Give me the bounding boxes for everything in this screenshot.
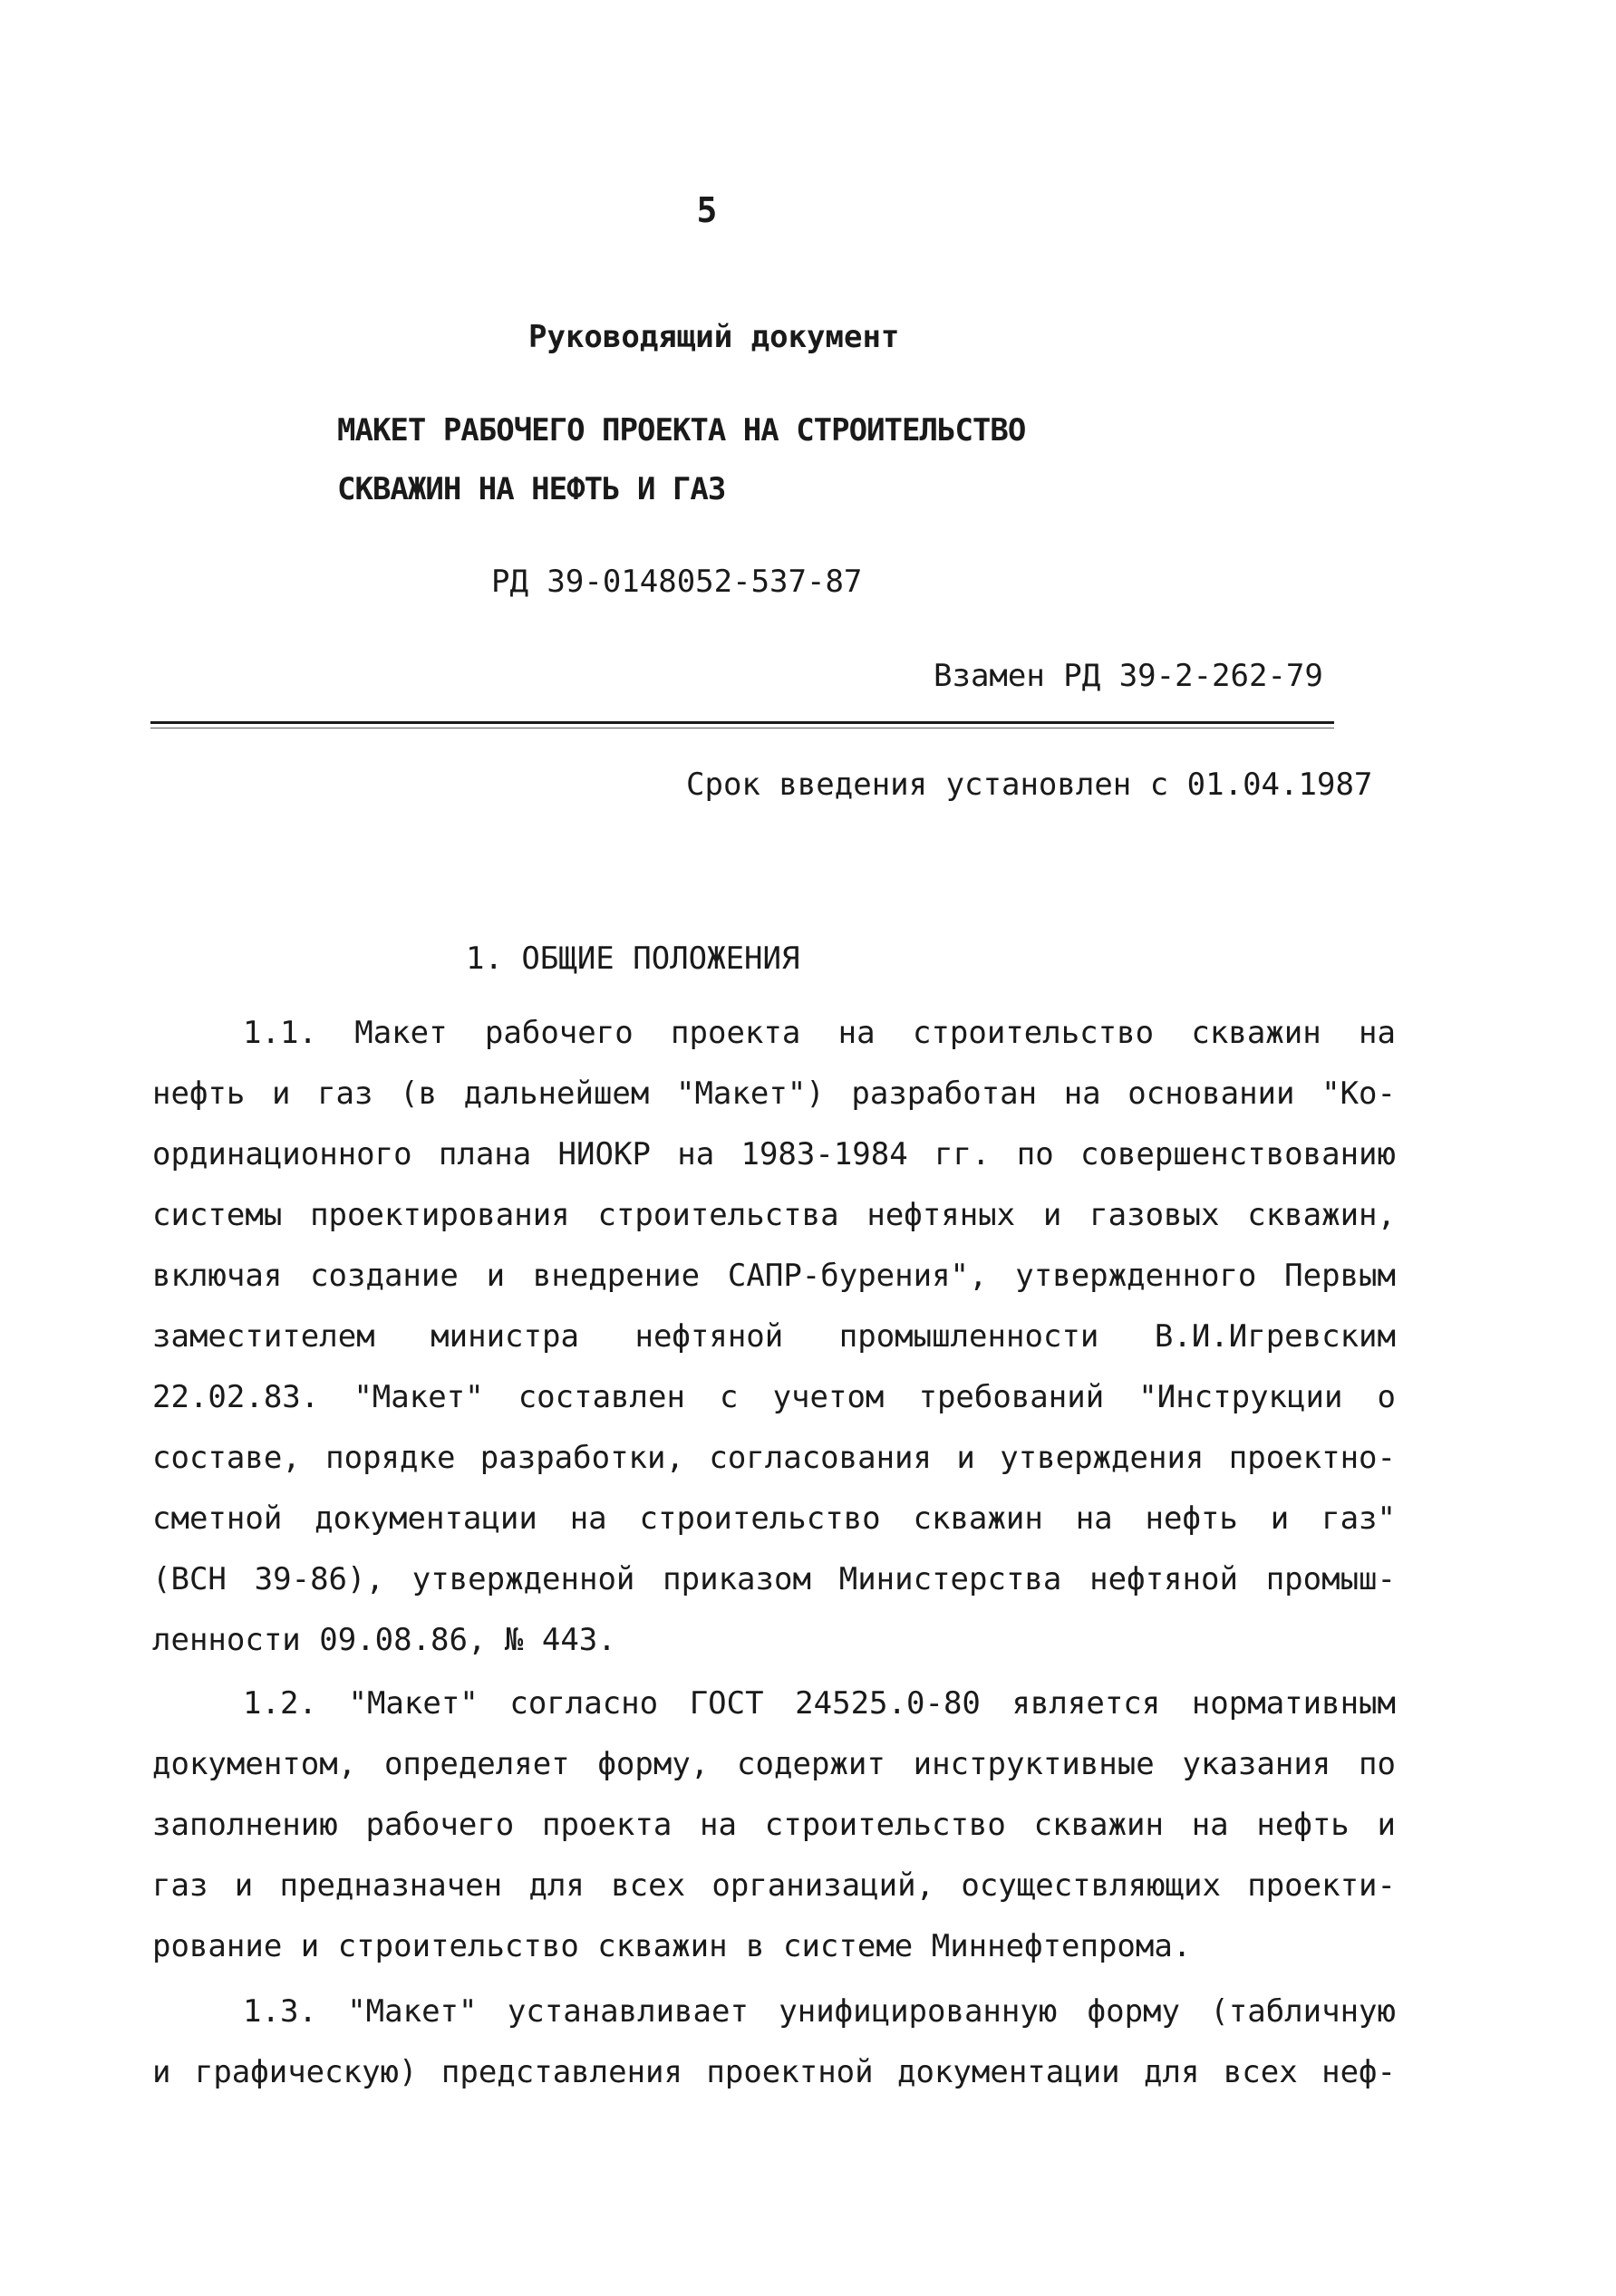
header-divider	[150, 721, 1334, 724]
paragraph-1-2-line: газ и предназначен для всех организаций, осуществляющих проекти-	[152, 1867, 1396, 1904]
section-heading: 1. ОБЩИЕ ПОЛОЖЕНИЯ	[466, 941, 800, 977]
paragraph-1-2-line: 1.2. "Макет" согласно ГОСТ 24525.0-80 является нормативным	[243, 1685, 1396, 1722]
paragraph-1-1-line: 1.1. Макет рабочего проекта на строительство скважин на	[243, 1015, 1396, 1051]
document-title-line-1: МАКЕТ РАБОЧЕГО ПРОЕКТА НА СТРОИТЕЛЬСТВО	[337, 412, 1026, 449]
effective-date: Срок введения установлен с 01.04.1987	[686, 767, 1373, 803]
document-type: Руководящий документ	[528, 319, 900, 355]
paragraph-1-1-line: ленности 09.08.86, № 443.	[152, 1622, 616, 1658]
paragraph-1-1-line: нефть и газ (в дальнейшем "Макет") разработан на основании "Ко-	[152, 1076, 1396, 1112]
paragraph-1-3-line: 1.3. "Макет" устанавливает унифицированную форму (табличную	[243, 1993, 1396, 2030]
paragraph-1-1-line: составе, порядке разработки, согласования и утверждения проектно-	[152, 1440, 1396, 1476]
paragraph-1-1-line: (ВСН 39-86), утвержденной приказом Министерства нефтяной промыш-	[152, 1561, 1396, 1597]
document-title-line-2: СКВАЖИН НА НЕФТЬ И ГАЗ	[337, 471, 726, 507]
paragraph-1-2-line: документом, определяет форму, содержит инструктивные указания по	[152, 1746, 1396, 1782]
document-code: РД 39-0148052-537-87	[491, 564, 863, 600]
paragraph-1-1-line: ординационного плана НИОКР на 1983-1984 гг. по совершенствованию	[152, 1136, 1396, 1172]
page-number: 5	[696, 190, 718, 230]
paragraph-1-3-line: и графическую) представления проектной документации для всех неф-	[152, 2054, 1396, 2090]
paragraph-1-1-line: сметной документации на строительство скважин на нефть и газ"	[152, 1500, 1396, 1537]
paragraph-1-1-line: заместителем министра нефтяной промышленности В.И.Игревским	[152, 1318, 1396, 1355]
paragraph-1-1-line: включая создание и внедрение САПР-бурения", утвержденного Первым	[152, 1258, 1396, 1294]
replaces-document: Взамен РД 39-2-262-79	[934, 658, 1323, 694]
paragraph-1-2-line: заполнению рабочего проекта на строительство скважин на нефть и	[152, 1807, 1396, 1843]
paragraph-1-1-line: системы проектирования строительства нефтяных и газовых скважин,	[152, 1197, 1396, 1233]
paragraph-1-1-line: 22.02.83. "Макет" составлен с учетом требований "Инструкции о	[152, 1379, 1396, 1415]
paragraph-1-2-line: рование и строительство скважин в системе Миннефтепрома.	[152, 1928, 1192, 1964]
